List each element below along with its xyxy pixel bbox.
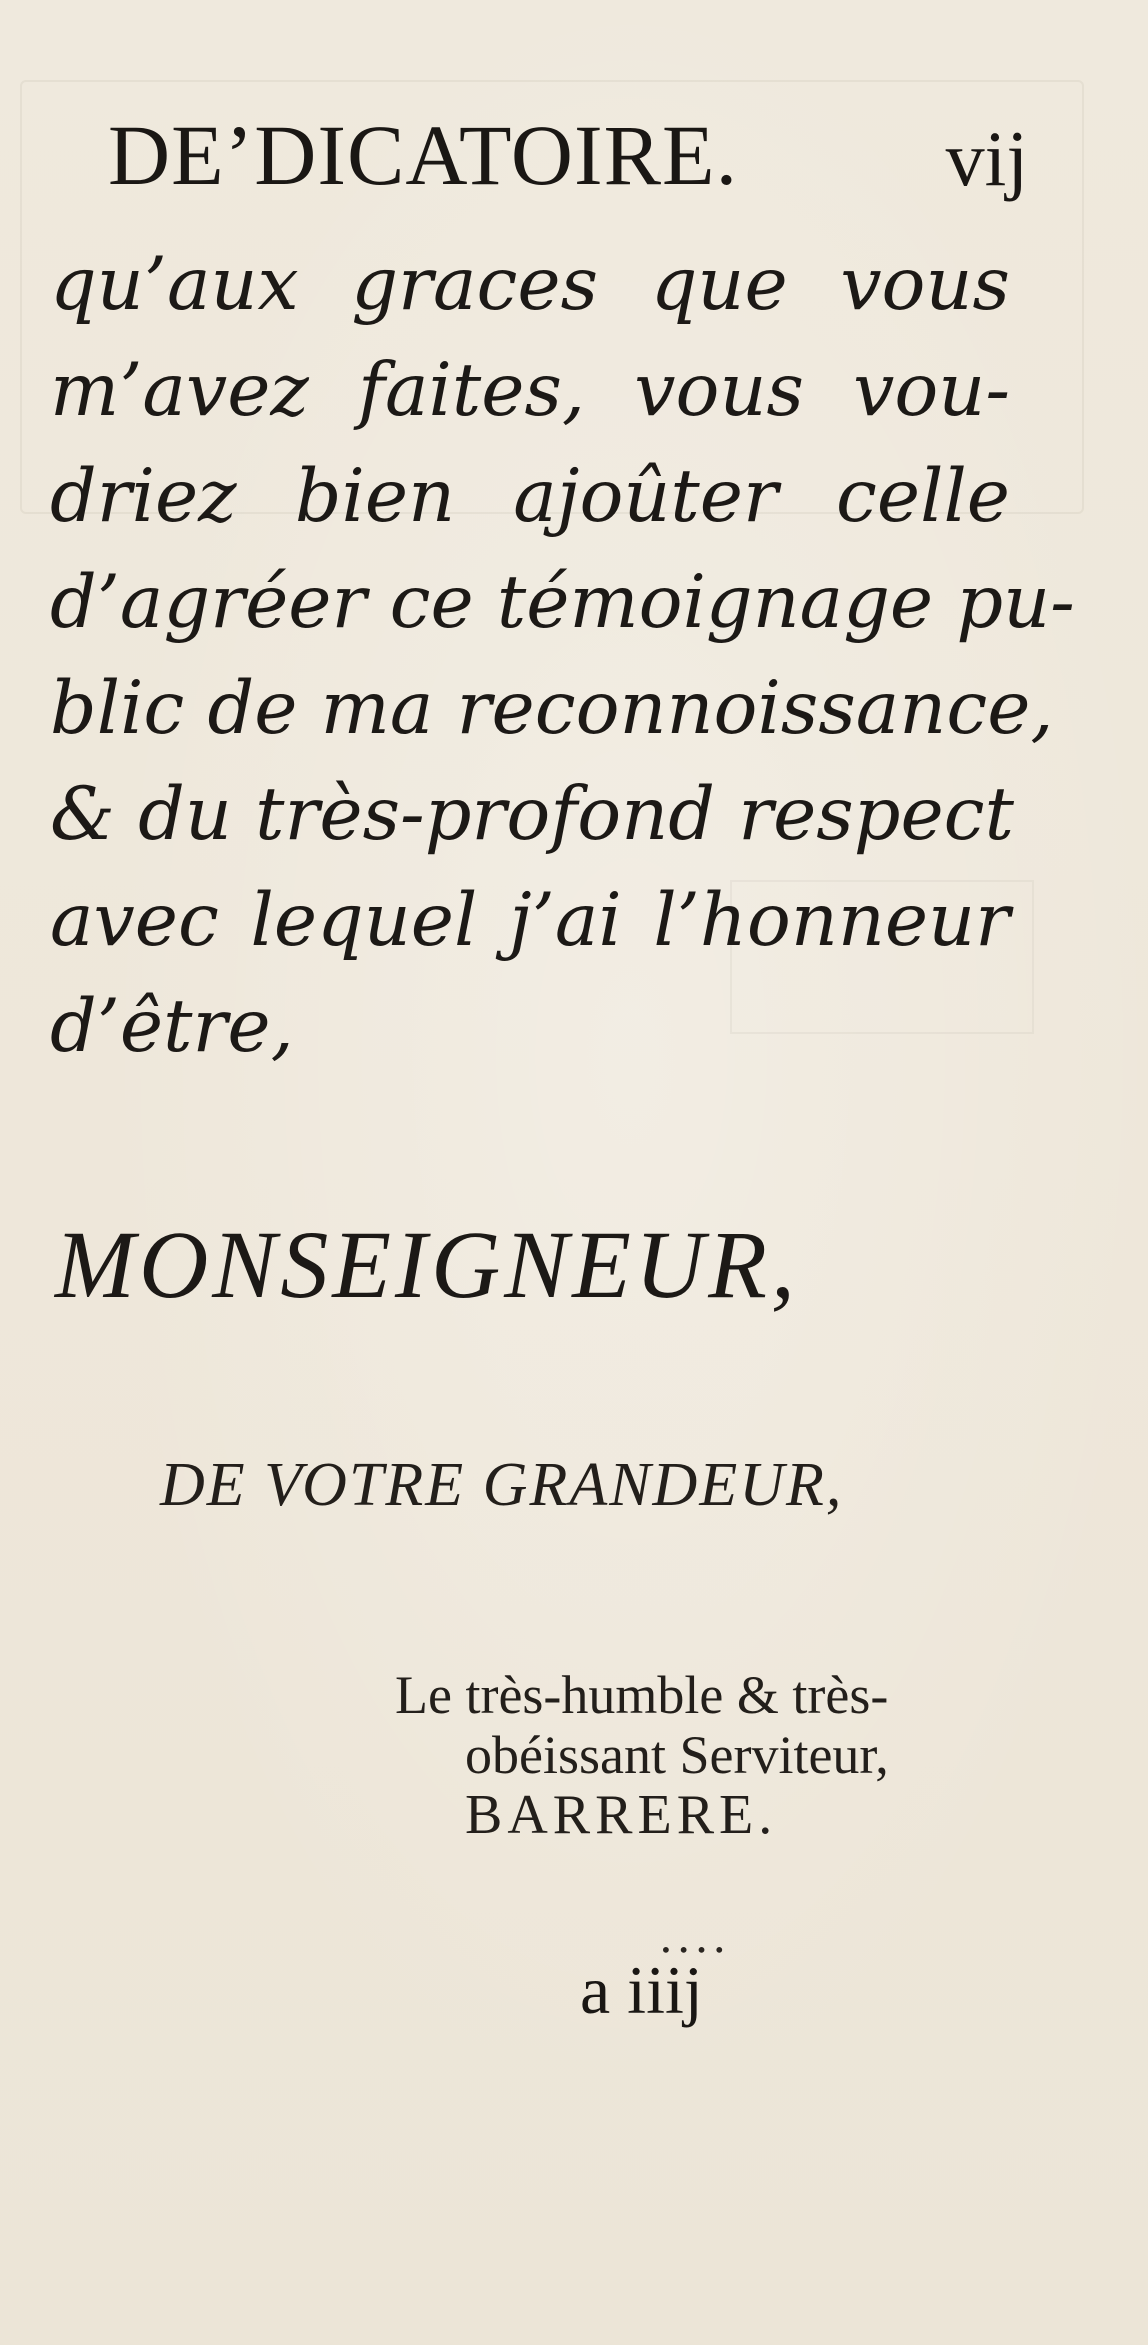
closing-formula: DE VOTRE GRANDEUR, bbox=[160, 1451, 844, 1519]
text-line: blic de ma reconnoissance, bbox=[50, 666, 1054, 751]
text-line: d’agréer ce témoignage pu- bbox=[50, 560, 1075, 645]
signature-line-2: obéissant Serviteur, bbox=[465, 1725, 889, 1785]
text-line: qu’aux graces que vous bbox=[50, 242, 1010, 327]
signature-block bbox=[395, 1665, 1015, 1845]
page-number: vij bbox=[945, 115, 1028, 202]
signature-line-1: Le très-humble & très- bbox=[395, 1665, 889, 1725]
signature-mark-dots: •••• bbox=[660, 1938, 732, 1962]
text-line: m’avez faites, vous vou- bbox=[50, 348, 1010, 433]
text-line: & du très-profond respect bbox=[50, 772, 1014, 857]
text-line: d’être, bbox=[50, 984, 294, 1069]
page-header bbox=[108, 100, 1028, 210]
signature-name: BARRERE. bbox=[465, 1784, 778, 1846]
gathering-signature-mark: a iiij bbox=[580, 1952, 703, 2028]
salutation: MONSEIGNEUR, bbox=[55, 1211, 799, 1318]
running-title: DE’DICATOIRE. bbox=[108, 107, 739, 203]
text-line: driez bien ajoûter celle bbox=[50, 454, 1010, 539]
dedication-text bbox=[50, 232, 1075, 1080]
text-line: avec lequel j’ai l’honneur bbox=[50, 878, 1010, 963]
